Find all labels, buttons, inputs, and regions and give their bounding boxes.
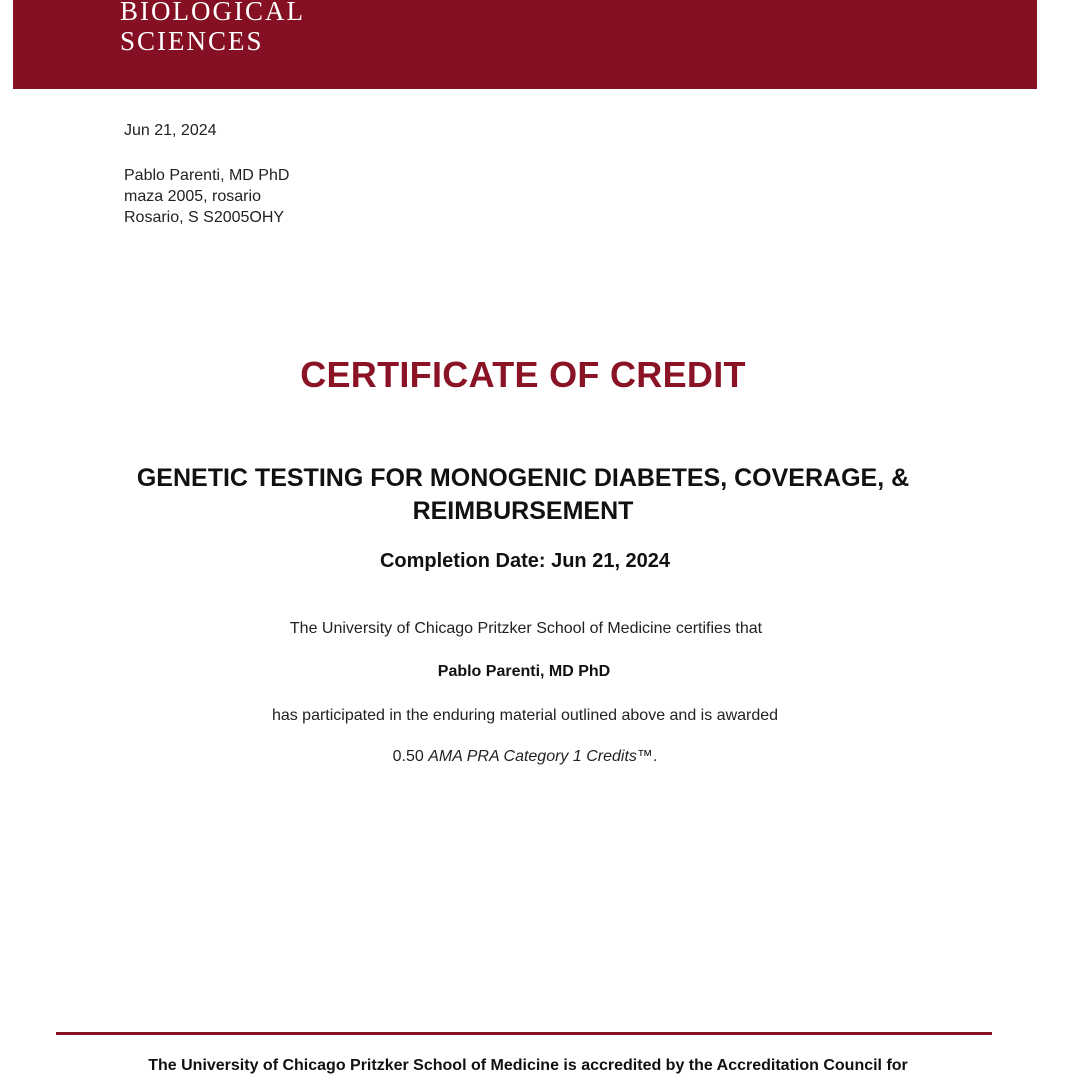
- accreditation-statement: The University of Chicago Pritzker School of Medicine is accredited by the Accreditation Council for: [148, 1057, 908, 1074]
- logo-text-biological: BIOLOGICAL: [120, 0, 305, 26]
- footer-divider: [56, 1032, 992, 1035]
- logo-text-sciences: SCIENCES: [120, 26, 264, 56]
- certifies-statement: The University of Chicago Pritzker School of Medicine certifies that: [289, 620, 763, 637]
- recipient-name: Pablo Parenti, MD PhD: [437, 663, 611, 680]
- credits-amount: 0.50: [392, 748, 424, 765]
- letter-date: Jun 21, 2024: [124, 122, 217, 139]
- credits-suffix: ™.: [636, 748, 658, 765]
- address-name: Pablo Parenti, MD PhD: [124, 167, 290, 184]
- credits-awarded: [0, 748, 1050, 766]
- completion-date: Jun 21, 2024: [551, 550, 671, 572]
- participation-statement: has participated in the enduring material outlined above and is awarded: [271, 707, 779, 724]
- completion-date-line: [0, 550, 1050, 573]
- credits-type: AMA PRA Category 1 Credits: [428, 748, 637, 765]
- recipient-address: [124, 165, 289, 228]
- address-street: maza 2005, rosario: [124, 188, 261, 205]
- header-banner: [13, 0, 1037, 89]
- course-title: GENETIC TESTING FOR MONOGENIC DIABETES, COVERAGE, & REIMBURSEMENT: [136, 464, 910, 525]
- certificate-title: CERTIFICATE OF CREDIT: [300, 354, 746, 395]
- address-city: Rosario, S S2005OHY: [124, 209, 285, 226]
- completion-label: Completion Date:: [379, 550, 546, 572]
